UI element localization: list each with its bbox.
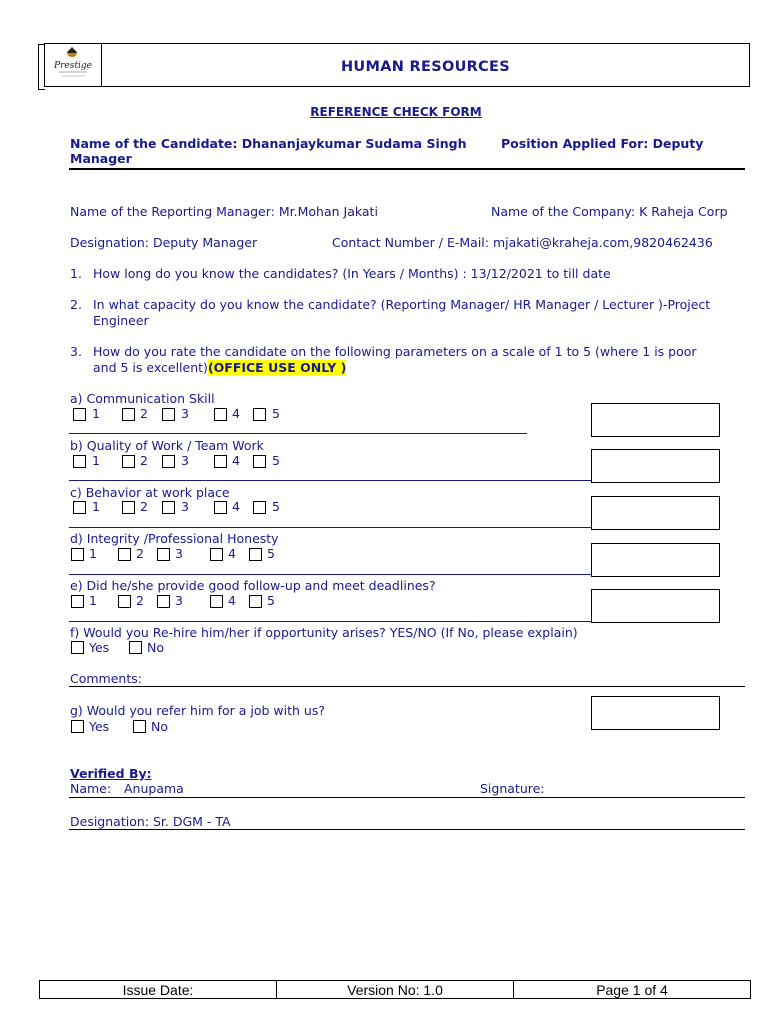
rating-checkbox-2[interactable] xyxy=(122,408,135,421)
rating-option-label: 1 xyxy=(89,546,97,561)
rating-option-label: 1 xyxy=(92,406,100,421)
refer-yes-label: Yes xyxy=(89,719,110,734)
document-footer xyxy=(39,980,751,999)
position-applied: Position Applied For: Deputy xyxy=(501,136,704,151)
rating-checkbox-5[interactable] xyxy=(249,548,262,561)
version-number: Version No: 1.0 xyxy=(277,981,514,998)
office-use-only-highlight: (OFFICE USE ONLY ) xyxy=(207,360,347,375)
rating-option-label: 5 xyxy=(272,406,280,421)
name-line xyxy=(69,797,745,798)
parameter-label: c) Behavior at work place xyxy=(70,485,230,500)
rating-checkbox-1[interactable] xyxy=(73,455,86,468)
rating-checkbox-4[interactable] xyxy=(214,455,227,468)
rating-option-label: 5 xyxy=(272,499,280,514)
rating-score-box[interactable] xyxy=(591,543,720,577)
reporting-manager: Name of the Reporting Manager: Mr.Mohan Jakati xyxy=(70,204,378,219)
refer-score-box[interactable] xyxy=(591,696,720,730)
form-title: REFERENCE CHECK FORM xyxy=(310,105,482,119)
rating-option-label: 4 xyxy=(232,406,240,421)
underline xyxy=(69,574,591,575)
signature-label: Signature: xyxy=(480,781,545,796)
header-title: HUMAN RESOURCES xyxy=(340,59,510,75)
rating-score-box[interactable] xyxy=(591,403,720,437)
company-logo xyxy=(45,44,102,86)
rating-score-box[interactable] xyxy=(591,589,720,623)
prestige-logo-icon xyxy=(45,44,101,86)
rating-option-label: 3 xyxy=(181,499,189,514)
rating-checkbox-4[interactable] xyxy=(210,595,223,608)
refer-no-checkbox[interactable] xyxy=(133,720,146,733)
rehire-question: f) Would you Re-hire him/her if opportunity arises? YES/NO (If No, please explain) xyxy=(70,625,578,640)
rating-score-box[interactable] xyxy=(591,496,720,530)
rating-checkbox-1[interactable] xyxy=(73,408,86,421)
rehire-yes-checkbox[interactable] xyxy=(71,641,84,654)
question-2-cont: Engineer xyxy=(93,313,149,328)
rating-checkbox-2[interactable] xyxy=(118,595,131,608)
underline xyxy=(69,433,527,434)
rating-option-label: 5 xyxy=(272,453,280,468)
question-3: How do you rate the candidate on the following parameters on a scale of 1 to 5 (where 1 is poor xyxy=(93,344,697,359)
question-2-number: 2. xyxy=(70,297,82,312)
issue-date: Issue Date: xyxy=(40,981,277,998)
underline xyxy=(69,621,591,622)
rating-checkbox-3[interactable] xyxy=(157,595,170,608)
position-applied-cont: Manager xyxy=(70,151,132,166)
rating-option-label: 4 xyxy=(232,499,240,514)
rating-checkbox-2[interactable] xyxy=(122,455,135,468)
refer-yes-checkbox[interactable] xyxy=(71,720,84,733)
underline xyxy=(69,480,591,481)
rating-checkbox-4[interactable] xyxy=(214,501,227,514)
rating-option-label: 3 xyxy=(175,593,183,608)
rating-checkbox-3[interactable] xyxy=(157,548,170,561)
underline xyxy=(69,527,591,528)
question-3-cont xyxy=(93,360,346,375)
rating-option-label: 2 xyxy=(140,453,148,468)
manager-designation: Designation: Deputy Manager xyxy=(70,235,258,250)
rating-checkbox-5[interactable] xyxy=(253,455,266,468)
rating-checkbox-5[interactable] xyxy=(249,595,262,608)
comments-label: Comments: xyxy=(70,671,142,686)
verifier-designation: Designation: Sr. DGM - TA xyxy=(70,814,231,829)
page-number: Page 1 of 4 xyxy=(596,982,668,998)
parameter-label: e) Did he/she provide good follow-up and meet deadlines? xyxy=(70,578,436,593)
rating-option-label: 2 xyxy=(136,546,144,561)
verifier-name-label: Name: xyxy=(70,781,112,796)
rating-option-label: 2 xyxy=(136,593,144,608)
question-1: How long do you know the candidates? (In Years / Months) : 13/12/2021 to till date xyxy=(93,266,611,281)
refer-no-label: No xyxy=(151,719,168,734)
rating-score-box[interactable] xyxy=(591,449,720,483)
rating-option-label: 1 xyxy=(92,499,100,514)
rating-checkbox-5[interactable] xyxy=(253,501,266,514)
candidate-name: Name of the Candidate: Dhananjaykumar Sudama Singh xyxy=(70,136,467,151)
rating-option-label: 4 xyxy=(228,593,236,608)
rating-option-label: 5 xyxy=(267,593,275,608)
rating-checkbox-3[interactable] xyxy=(162,501,175,514)
rating-checkbox-2[interactable] xyxy=(118,548,131,561)
logo-text: Prestige xyxy=(54,61,92,71)
verifier-name: Anupama xyxy=(124,781,184,796)
rating-option-label: 3 xyxy=(175,546,183,561)
rating-option-label: 2 xyxy=(140,406,148,421)
parameter-label: b) Quality of Work / Team Work xyxy=(70,438,264,453)
rehire-yes-label: Yes xyxy=(89,640,110,655)
rating-checkbox-1[interactable] xyxy=(73,501,86,514)
rating-option-label: 3 xyxy=(181,453,189,468)
rating-option-label: 4 xyxy=(232,453,240,468)
company-name: Name of the Company: K Raheja Corp xyxy=(491,204,728,219)
rating-option-label: 5 xyxy=(267,546,275,561)
rating-option-label: 1 xyxy=(92,453,100,468)
question-3-cont-text: and 5 is excellent) xyxy=(93,360,208,375)
question-3-number: 3. xyxy=(70,344,82,359)
rating-checkbox-3[interactable] xyxy=(162,455,175,468)
verified-by-heading: Verified By: xyxy=(70,766,152,781)
divider xyxy=(69,168,745,170)
rating-checkbox-1[interactable] xyxy=(71,548,84,561)
designation-line xyxy=(69,829,745,830)
document-header xyxy=(44,43,750,87)
rating-checkbox-1[interactable] xyxy=(71,595,84,608)
rating-option-label: 4 xyxy=(228,546,236,561)
rating-checkbox-4[interactable] xyxy=(210,548,223,561)
rating-option-label: 2 xyxy=(140,499,148,514)
rehire-no-label: No xyxy=(147,640,164,655)
rating-checkbox-3[interactable] xyxy=(162,408,175,421)
refer-question: g) Would you refer him for a job with us? xyxy=(70,703,325,718)
contact-info: Contact Number / E-Mail: mjakati@kraheja.com,9820462436 xyxy=(332,235,713,250)
rating-checkbox-5[interactable] xyxy=(253,408,266,421)
rating-option-label: 1 xyxy=(89,593,97,608)
rating-checkbox-4[interactable] xyxy=(214,408,227,421)
rehire-no-checkbox[interactable] xyxy=(129,641,142,654)
rating-checkbox-2[interactable] xyxy=(122,501,135,514)
question-2: In what capacity do you know the candidate? (Reporting Manager/ HR Manager / Lecturer )-Project xyxy=(93,297,711,312)
parameter-label: a) Communication Skill xyxy=(70,391,215,406)
rating-option-label: 3 xyxy=(181,406,189,421)
parameter-label: d) Integrity /Professional Honesty xyxy=(70,531,279,546)
question-1-number: 1. xyxy=(70,266,82,281)
comments-line[interactable] xyxy=(69,686,745,687)
